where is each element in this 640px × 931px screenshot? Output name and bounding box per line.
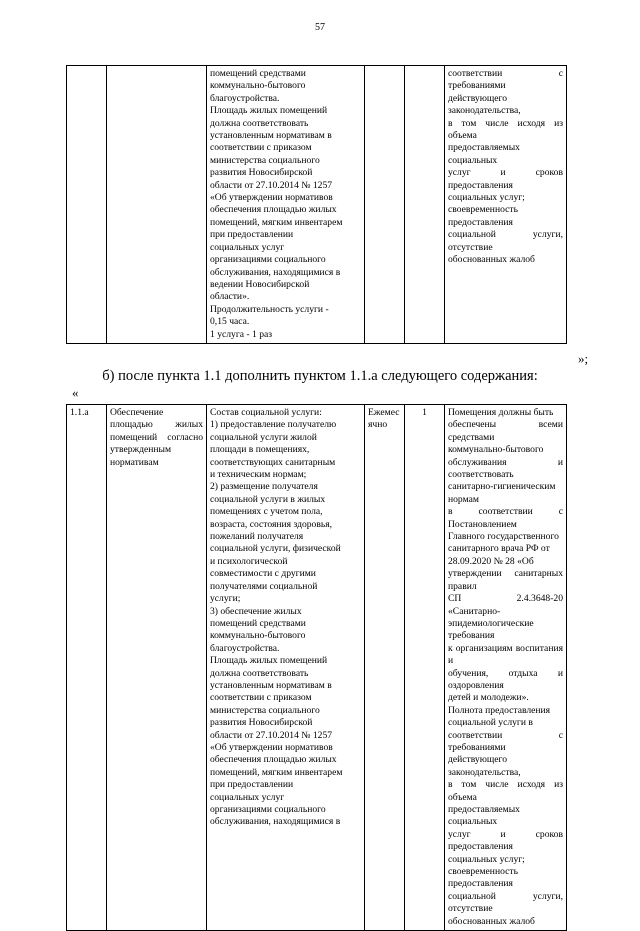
opening-quote: « (72, 385, 79, 400)
page-number: 57 (315, 22, 325, 33)
text-line: получателями социальной (210, 580, 318, 592)
text-line: 28.09.2020 № 28 «Об (448, 555, 534, 567)
text-line: к организациям воспитания и (448, 642, 563, 667)
text-line: в том числе исходя из объема (448, 117, 563, 142)
text-line: Площадь жилых помещений (210, 655, 328, 667)
continued-service-table (66, 65, 567, 344)
text-line: соответствии с приказом (210, 142, 312, 154)
text-line: коммунально-бытового (448, 444, 544, 456)
text-line: социальной услуги в (448, 717, 533, 729)
text-line: Главного государственного (448, 531, 559, 543)
table-row (67, 66, 567, 344)
text-line: должна соответствовать (210, 117, 309, 129)
text-line: социальной услуги, отсутствие (448, 229, 563, 253)
composition-cell (207, 66, 365, 344)
text-line: предоставляемых социальных (448, 804, 520, 828)
text-line: 0,15 часа. (210, 316, 250, 328)
text-line: области». (210, 291, 250, 303)
quantity-cell (405, 66, 445, 344)
text-line: санитарно-гигиеническим нормам (448, 481, 556, 505)
text-line: Помещения должны быть (448, 407, 554, 418)
text-line: «Об утверждении нормативов (210, 741, 333, 753)
frequency-cell: Ежемесячно (365, 405, 405, 931)
quality-cell (445, 66, 567, 344)
text-line: предоставляемых социальных (448, 142, 520, 166)
text-line: обслуживания и соответствовать (448, 456, 563, 481)
text-line: коммунально-бытового (210, 630, 306, 642)
text-line: Продолжительность услуги - (210, 303, 329, 315)
text-line: 1 услуга - 1 раз (210, 328, 273, 340)
text-line: помещений средствами (210, 617, 306, 629)
text-line: установленным нормативам в (210, 130, 332, 142)
number-cell: 1.1.а (67, 405, 107, 931)
composition-cell (207, 405, 365, 931)
quality-cell (445, 405, 567, 931)
text-line: соответствии с требованиями (448, 729, 563, 753)
text-line: 2) размещение получателя (210, 481, 318, 493)
text-line: помещений средствами (210, 68, 306, 79)
text-line: пожеланий получателя (210, 531, 304, 543)
text-line: возраста, состояния здоровья, (210, 518, 333, 530)
text-line: детей и молодежи». (448, 692, 529, 704)
text-line: и техническим нормам; (210, 469, 307, 481)
service-name-cell: Обеспечение площадью жилых помещений согласно утвержденным нормативам (107, 405, 207, 931)
text-line: санитарного врача РФ от (448, 543, 550, 555)
text-line: области от 27.10.2014 № 1257 (210, 179, 333, 191)
text-line: организациями социального (210, 254, 326, 266)
text-line: социальных услуг; (448, 192, 525, 204)
new-service-table (66, 404, 567, 931)
text-line: при предоставлении (210, 229, 294, 241)
amendment-heading: б) после пункта 1.1 дополнить пунктом 1.1.а следующего содержания: (102, 368, 538, 384)
quality-text (448, 68, 563, 267)
text-line: в соответствии с Постановлением (448, 506, 563, 530)
text-line: своевременность предоставления (448, 204, 518, 228)
text-line: обслуживания, находящимися в (210, 266, 341, 278)
text-line: развития Новосибирской (210, 167, 313, 179)
text-line: Площадь жилых помещений (210, 105, 328, 117)
text-line: действующего законодательства, (448, 754, 521, 778)
text-line: соответствующих санитарным (210, 456, 336, 468)
table-row (67, 405, 567, 931)
text-line: обеспечены всеми средствами (448, 419, 563, 443)
number-cell (67, 66, 107, 344)
text-line: услуг и сроков предоставления (448, 828, 563, 853)
text-line: обслуживания, находящимися в (210, 816, 341, 828)
text-line: помещений, мягким инвентарем (210, 216, 343, 228)
text-line: обоснованных жалоб (448, 915, 535, 927)
text-line: обеспечения площадью жилых (210, 754, 337, 766)
text-line: обеспечения площадью жилых (210, 204, 337, 216)
text-line: социальных услуг (210, 241, 285, 253)
text-line: обучения, отдыха и оздоровления (448, 667, 563, 691)
quality-text (448, 407, 563, 928)
text-line: министерства социального (210, 704, 320, 716)
text-line: СП 2.4.3648-20 «Санитарно- (448, 593, 563, 617)
text-line: 1) предоставление получателю (210, 419, 337, 431)
text-line: благоустройства. (210, 92, 280, 104)
text-line: социальной услуги жилой (210, 431, 317, 443)
text-line: утверждении санитарных правил (448, 568, 563, 592)
text-line: социальной услуги, физической (210, 543, 341, 555)
text-line: Полнота предоставления (448, 704, 551, 716)
text-line: своевременность предоставления (448, 866, 518, 890)
text-line: помещениях с учетом пола, (210, 506, 323, 518)
text-line: площади в помещениях, (210, 444, 310, 456)
text-line: эпидемиологические требования (448, 617, 534, 642)
text-line: области от 27.10.2014 № 1257 (210, 729, 333, 741)
quantity-cell: 1 (405, 405, 445, 931)
text-line: в том числе исходя из объема (448, 779, 563, 803)
text-line: помещений, мягким инвентарем (210, 766, 343, 778)
text-line: услуг и сроков предоставления (448, 167, 563, 191)
closing-quote: »; (578, 351, 589, 366)
text-line: социальных услуг; (448, 853, 525, 865)
text-line: соответствии с приказом (210, 692, 312, 704)
text-line: социальной услуги в жилых (210, 493, 326, 505)
text-line: установленным нормативам в (210, 679, 332, 691)
text-line: благоустройства. (210, 642, 280, 654)
service-name-cell (107, 66, 207, 344)
text-line: совместимости с другими (210, 568, 316, 580)
text-line: действующего законодательства, (448, 92, 521, 117)
text-line: соответствии с требованиями (448, 68, 563, 92)
text-line: и психологической (210, 555, 288, 567)
text-line: Состав социальной услуги: (210, 407, 322, 418)
text-line: социальной услуги, отсутствие (448, 890, 563, 915)
composition-text (210, 68, 361, 341)
text-line: министерства социального (210, 154, 320, 166)
text-line: услуги; (210, 593, 241, 605)
text-line: социальных услуг (210, 791, 285, 803)
text-line: 3) обеспечение жилых (210, 605, 302, 617)
text-line: развития Новосибирской (210, 717, 313, 729)
text-line: организациями социального (210, 804, 326, 815)
text-line: должна соответствовать (210, 667, 309, 679)
composition-text (210, 407, 361, 829)
text-line: коммунально-бытового (210, 80, 306, 92)
text-line: «Об утверждении нормативов (210, 192, 333, 204)
text-line: обоснованных жалоб (448, 254, 535, 266)
text-line: при предоставлении (210, 779, 294, 791)
text-line: ведении Новосибирской (210, 278, 310, 290)
frequency-cell (365, 66, 405, 344)
